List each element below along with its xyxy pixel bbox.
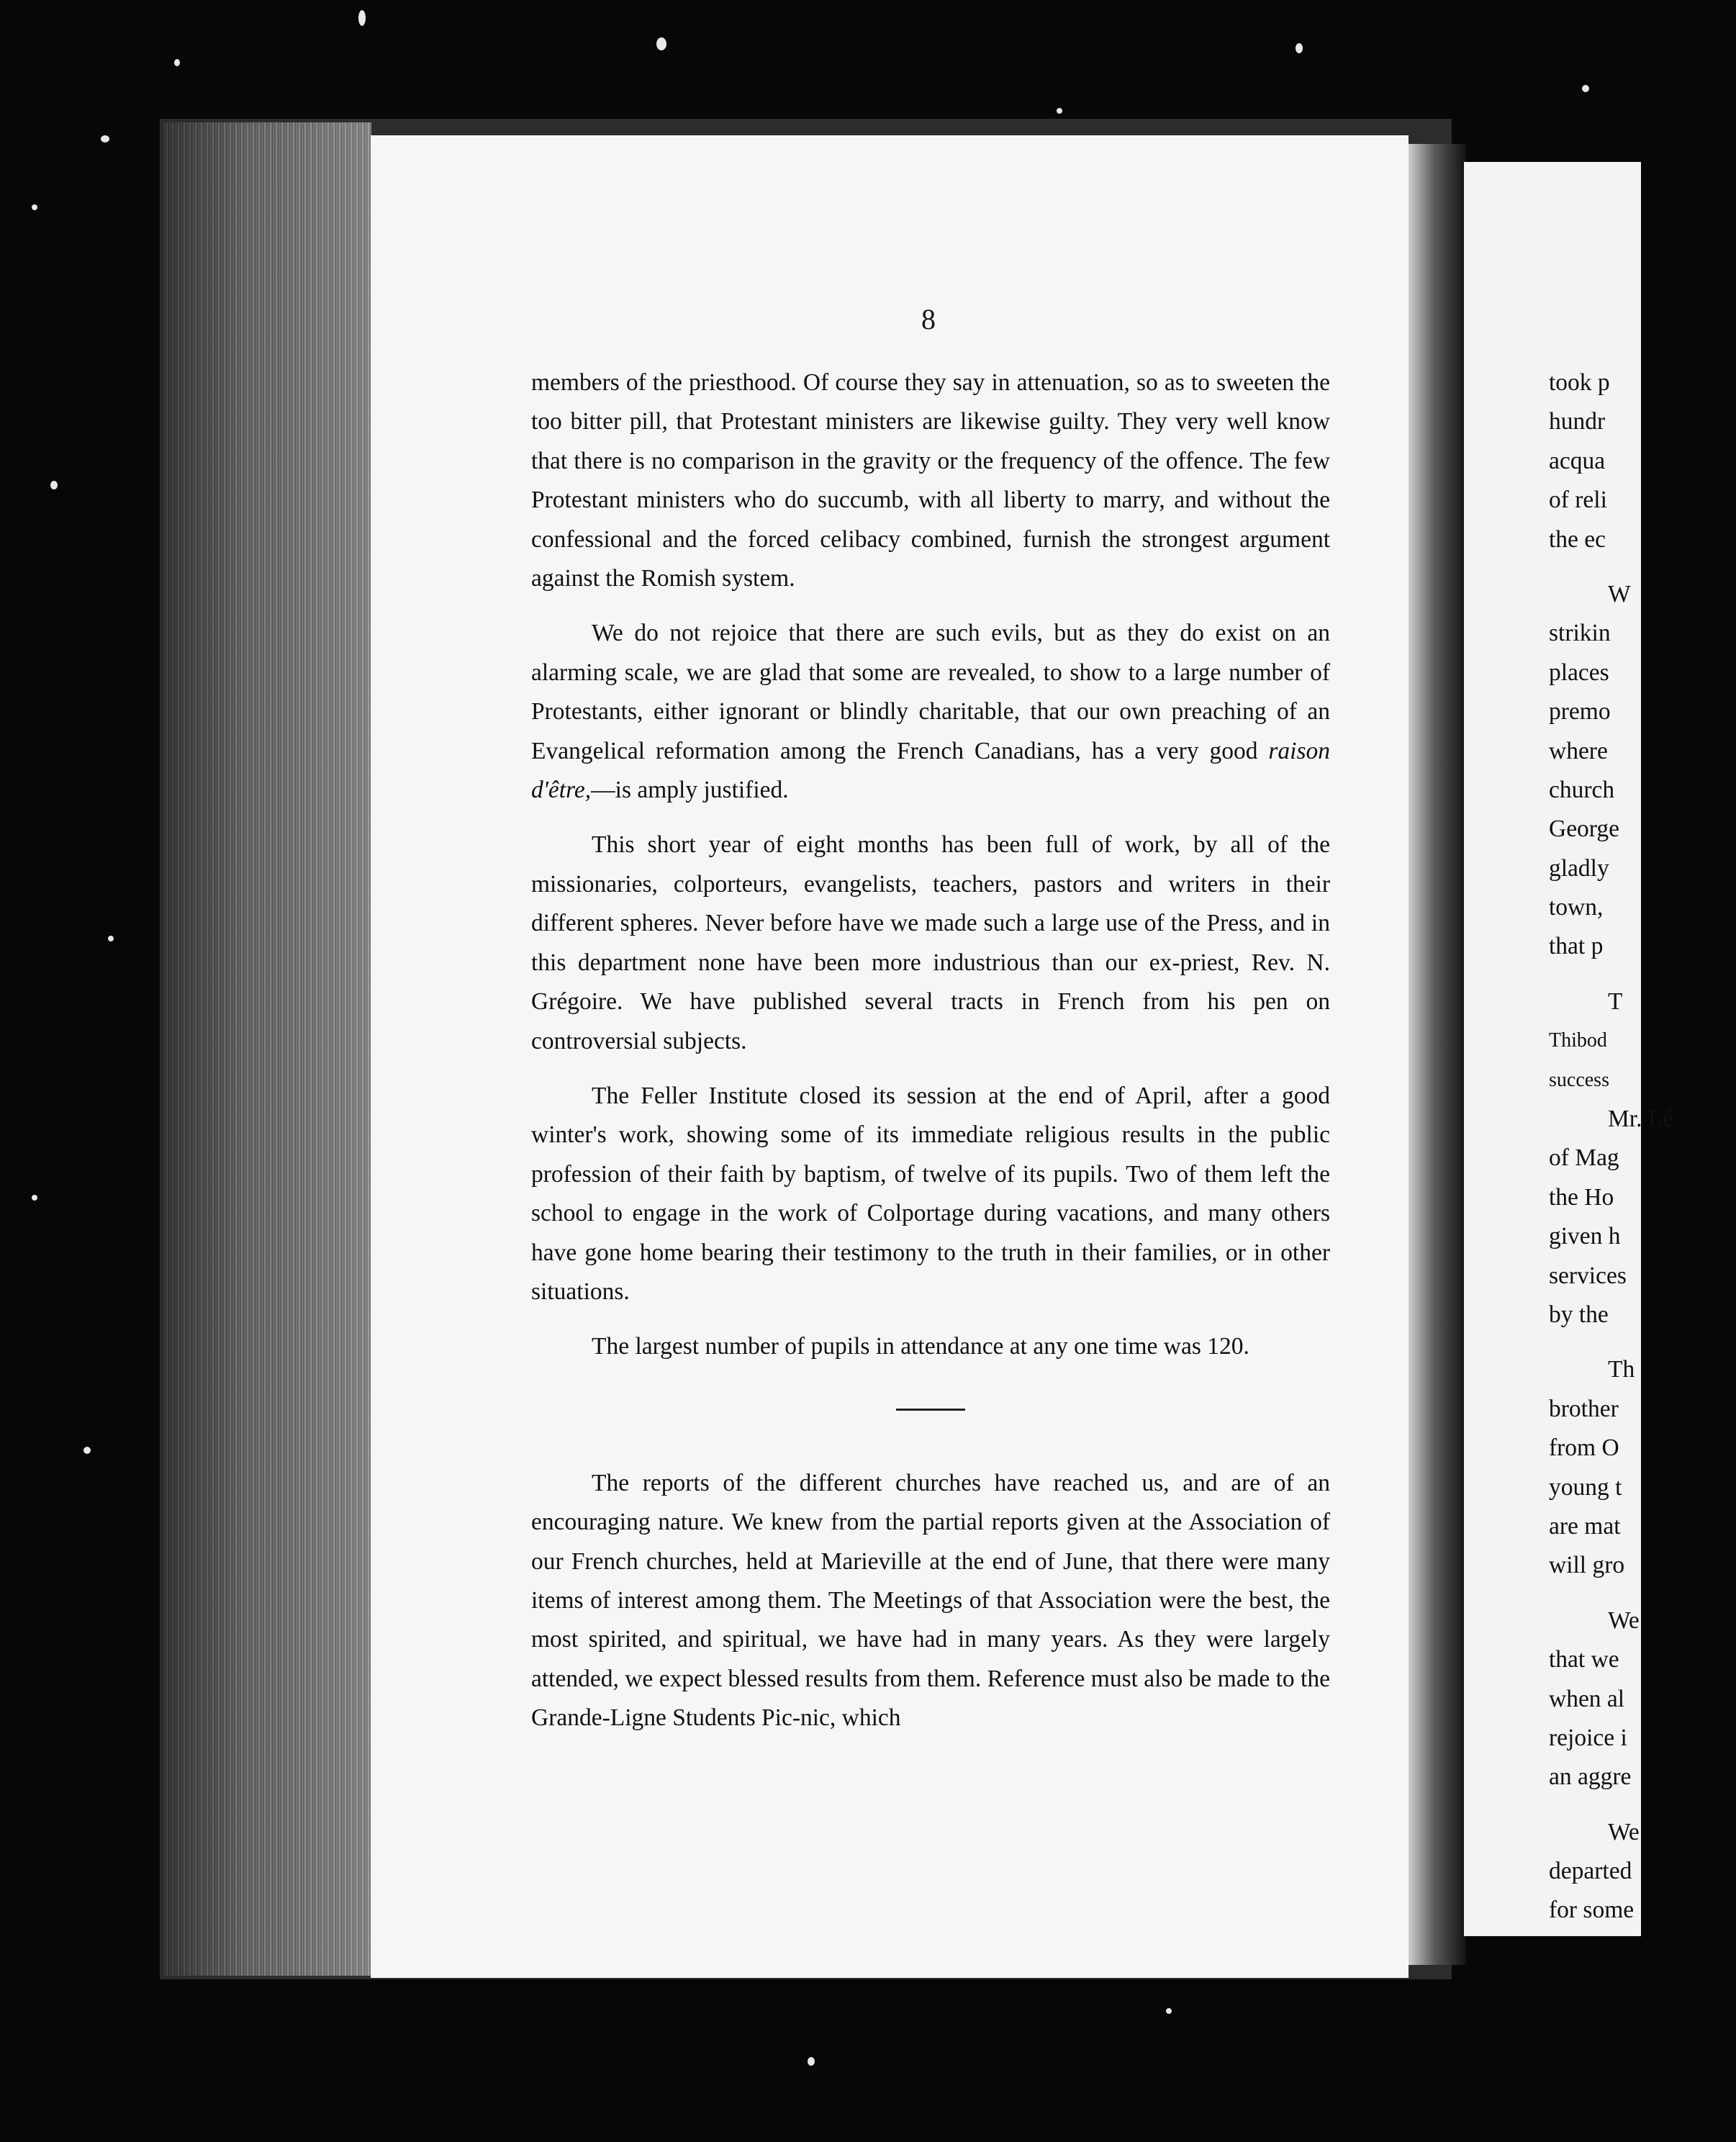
- section-divider: [896, 1409, 965, 1411]
- right-line: success: [1549, 1068, 1609, 1091]
- right-line: of Mag: [1549, 1144, 1619, 1172]
- right-line: acqua: [1549, 447, 1606, 474]
- paragraph-priesthood: members of the priesthood. Of course they say in attenuation, so as to sweeten the too bitter pill, that Protestant ministers are likewise guilty. They very well know that there is no comparison in the gravity or the frequency of the offence. The few Protestant ministers who do succumb, with all liberty to marry, and without the confessional and the forced celibacy combined, furnish the strongest argument against the Romish system.: [531, 369, 1330, 592]
- right-line: Thibod: [1549, 1029, 1607, 1052]
- right-line: took p: [1549, 369, 1610, 396]
- dust-speck: [101, 135, 109, 143]
- right-line: the Ho: [1549, 1183, 1614, 1211]
- paragraph-short-year: This short year of eight months has been full of work, by all of the missionaries, colporteurs, evangelists, teachers, pastors and writers in their different spheres. Never before have we made such a large use of the Press, and in this department none have been more industrious than our ex-priest, Rev. N. Grégoire. We have published several tracts in French from his pen on controversial subjects.: [531, 831, 1330, 1054]
- dust-speck: [1057, 108, 1062, 114]
- right-line: Th: [1608, 1356, 1635, 1383]
- dust-speck: [1296, 43, 1303, 53]
- right-line: that we: [1549, 1646, 1619, 1673]
- paragraph-pupils: The largest number of pupils in attendance at any one time was 120.: [592, 1333, 1249, 1360]
- right-line: when al: [1549, 1685, 1625, 1712]
- dust-speck: [1166, 2008, 1172, 2014]
- right-line: an aggre: [1549, 1763, 1632, 1791]
- right-page-text: [1549, 363, 1736, 1930]
- paragraph-feller-institute: The Feller Institute closed its session at the end of April, after a good winter's work, showing some of its immediate religious results in the public profession of their faith by baptism, of twelve of its pupils. Two of them left the school to engage in the work of Colportage during vacations, and many others have gone home bearing their testimony to the truth in their families, or in other situations.: [531, 1082, 1330, 1305]
- dust-speck: [108, 936, 114, 941]
- right-line: are mat: [1549, 1512, 1621, 1540]
- paragraph-rejoice-end: —is amply justified.: [591, 777, 789, 804]
- right-line: young t: [1549, 1473, 1622, 1501]
- right-line: where: [1549, 737, 1608, 764]
- right-line: from O: [1549, 1434, 1619, 1462]
- paragraph-rejoice-text: We do not rejoice that there are such evils, but as they do exist on an alarming scale, we are glad that some are revealed, to show to a large number of Protestants, either ignorant or blindly charitable, that our own preaching of an Evangelical reformation among the French Canadians, has a very good: [531, 620, 1330, 764]
- dust-speck: [83, 1447, 91, 1454]
- dust-speck: [32, 204, 37, 210]
- dust-speck: [1582, 85, 1589, 92]
- gutter-shadow: [1409, 144, 1466, 1965]
- right-line: the ec: [1549, 525, 1606, 553]
- right-line: town,: [1549, 894, 1604, 921]
- paragraph-reports: The reports of the different churches have reached us, and are of an encouraging nature. We knew from the partial reports given at the Association of our French churches, held at Marieville at the end of June, that there were many items of interest among them. The Meetings of that Association were the best, the most spirited, and spiritual, we have had in many years. As they were largely attended, we expect blessed results from them. Reference must also be made to the Grande-Ligne Students Pic-nic, which: [531, 1469, 1330, 1732]
- right-line: places: [1549, 659, 1609, 686]
- right-line: We: [1608, 1606, 1640, 1634]
- right-line: George: [1549, 815, 1619, 843]
- dust-speck: [656, 37, 666, 50]
- right-line: will gro: [1549, 1552, 1625, 1579]
- right-line: strikin: [1549, 620, 1611, 647]
- right-line: that p: [1549, 933, 1604, 960]
- dust-speck: [808, 2057, 815, 2066]
- right-line: services: [1549, 1262, 1627, 1289]
- italic-phrase: raison d'être,: [531, 737, 1330, 804]
- page-edges-shade: [163, 122, 371, 1976]
- page-number: 8: [921, 303, 936, 335]
- dust-speck: [358, 10, 366, 26]
- right-line: W: [1608, 580, 1631, 607]
- right-line: by the: [1549, 1301, 1609, 1328]
- right-line: church: [1549, 776, 1615, 803]
- right-line: brother: [1549, 1395, 1619, 1422]
- right-line: We: [1608, 1818, 1640, 1845]
- right-line: for some: [1549, 1897, 1635, 1924]
- dust-speck: [174, 59, 180, 66]
- right-line: given h: [1549, 1223, 1621, 1250]
- dust-speck: [50, 481, 58, 489]
- right-line: premo: [1549, 698, 1611, 726]
- page-body-text: [531, 363, 1330, 1738]
- right-line: rejoice i: [1549, 1724, 1627, 1751]
- right-line: departed: [1549, 1858, 1632, 1885]
- right-line: hundr: [1549, 408, 1606, 435]
- right-line: Mr. Lé: [1608, 1106, 1674, 1133]
- right-line: of reli: [1549, 487, 1607, 514]
- dust-speck: [32, 1195, 37, 1201]
- right-line: T: [1608, 988, 1623, 1015]
- paragraph-rejoice: [531, 614, 1330, 810]
- right-line: gladly: [1549, 854, 1609, 882]
